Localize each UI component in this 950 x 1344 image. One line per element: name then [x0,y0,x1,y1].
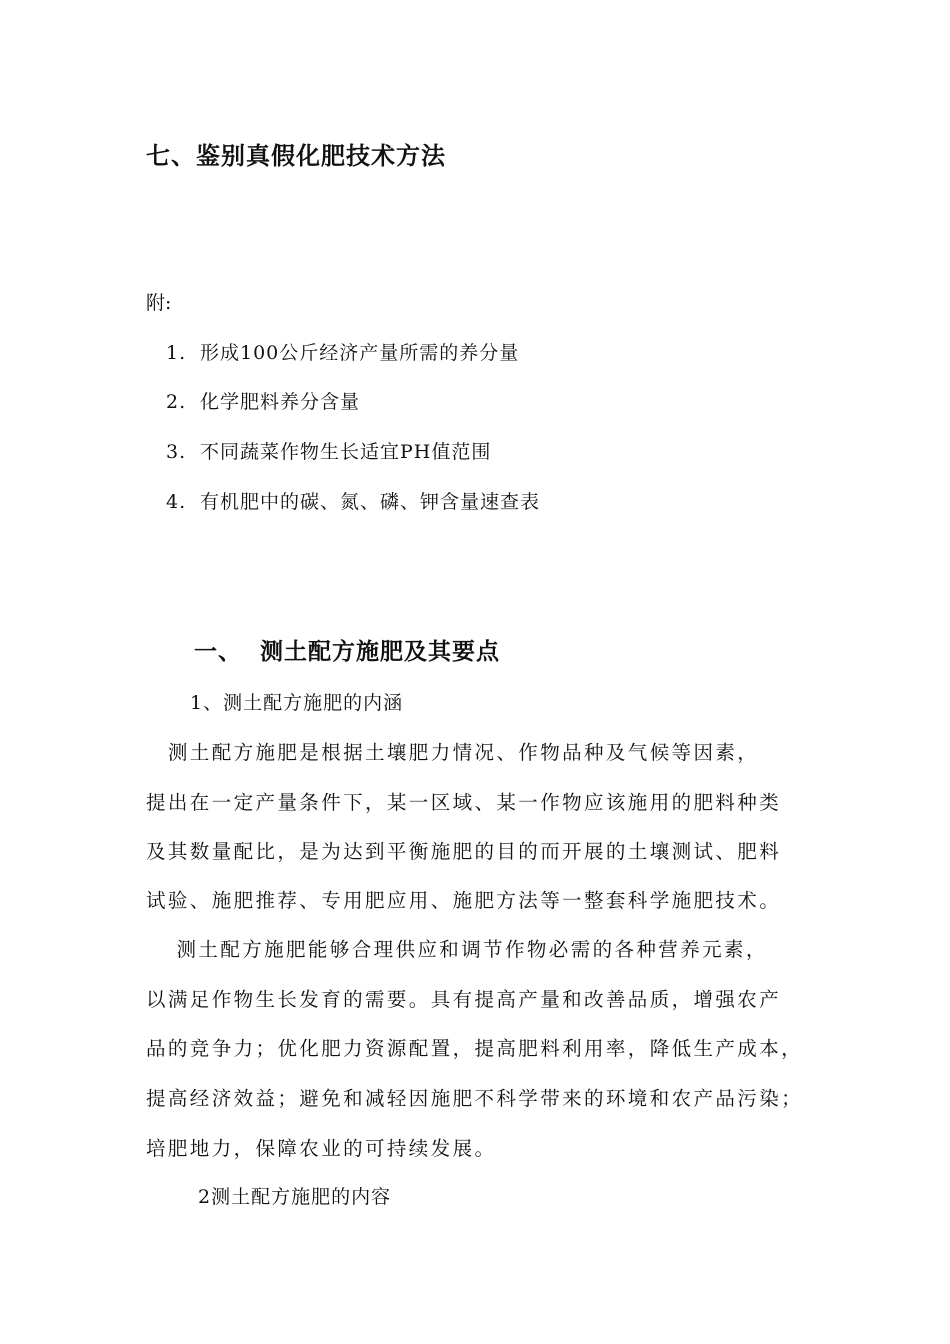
section-number: 一、 [194,638,242,665]
appendix-item-text: 有机肥中的碳、氮、磷、钾含量速查表 [200,491,541,513]
paragraph-2-line: 测土配方施肥能够合理供应和调节作物必需的各种营养元素， [146,938,768,961]
appendix-item-number: 3. [166,441,187,463]
appendix-item-text: 化学肥料养分含量 [200,391,361,413]
paragraph-1-line: 测土配方施肥是根据土壤肥力情况、作物品种及气候等因素， [146,741,760,764]
appendix-item [166,437,491,464]
subheading-1: 1、测土配方施肥的内涵 [190,692,404,714]
subheading-2: 2测土配方施肥的内容 [198,1186,392,1208]
paragraph-2-line: 以满足作物生长发育的需要。具有提高产量和改善品质，增强农产 [146,988,782,1011]
paragraph-2-line: 品的竞争力；优化肥力资源配置，提高肥料利用率，降低生产成本， [146,1037,804,1060]
paragraph-2-line: 培肥地力，保障农业的可持续发展。 [146,1137,497,1160]
appendix-item [166,487,540,514]
paragraph-1-line: 及其数量配比，是为达到平衡施肥的目的而开展的土壤测试、肥料 [146,840,782,863]
appendix-item-text: 形成100公斤经济产量所需的养分量 [200,342,520,364]
paragraph-1-line: 试验、施肥推荐、专用肥应用、施肥方法等一整套科学施肥技术。 [146,889,782,912]
section-heading [194,633,500,666]
appendix-item-number: 4. [166,491,187,513]
paragraph-1-line: 提出在一定产量条件下，某一区域、某一作物应该施用的肥料种类 [146,791,782,814]
appendix-item [166,387,360,414]
chapter-heading: 七、鉴别真假化肥技术方法 [146,141,446,170]
appendix-item-number: 1. [166,342,187,364]
appendix-item-text: 不同蔬菜作物生长适宜PH值范围 [200,441,492,463]
section-title: 测土配方施肥及其要点 [260,638,500,665]
appendix-item-number: 2. [166,391,187,413]
appendix-label: 附: [146,292,172,314]
paragraph-2-line: 提高经济效益；避免和减轻因施肥不科学带来的环境和农产品污染； [146,1087,804,1110]
appendix-item [166,338,519,365]
